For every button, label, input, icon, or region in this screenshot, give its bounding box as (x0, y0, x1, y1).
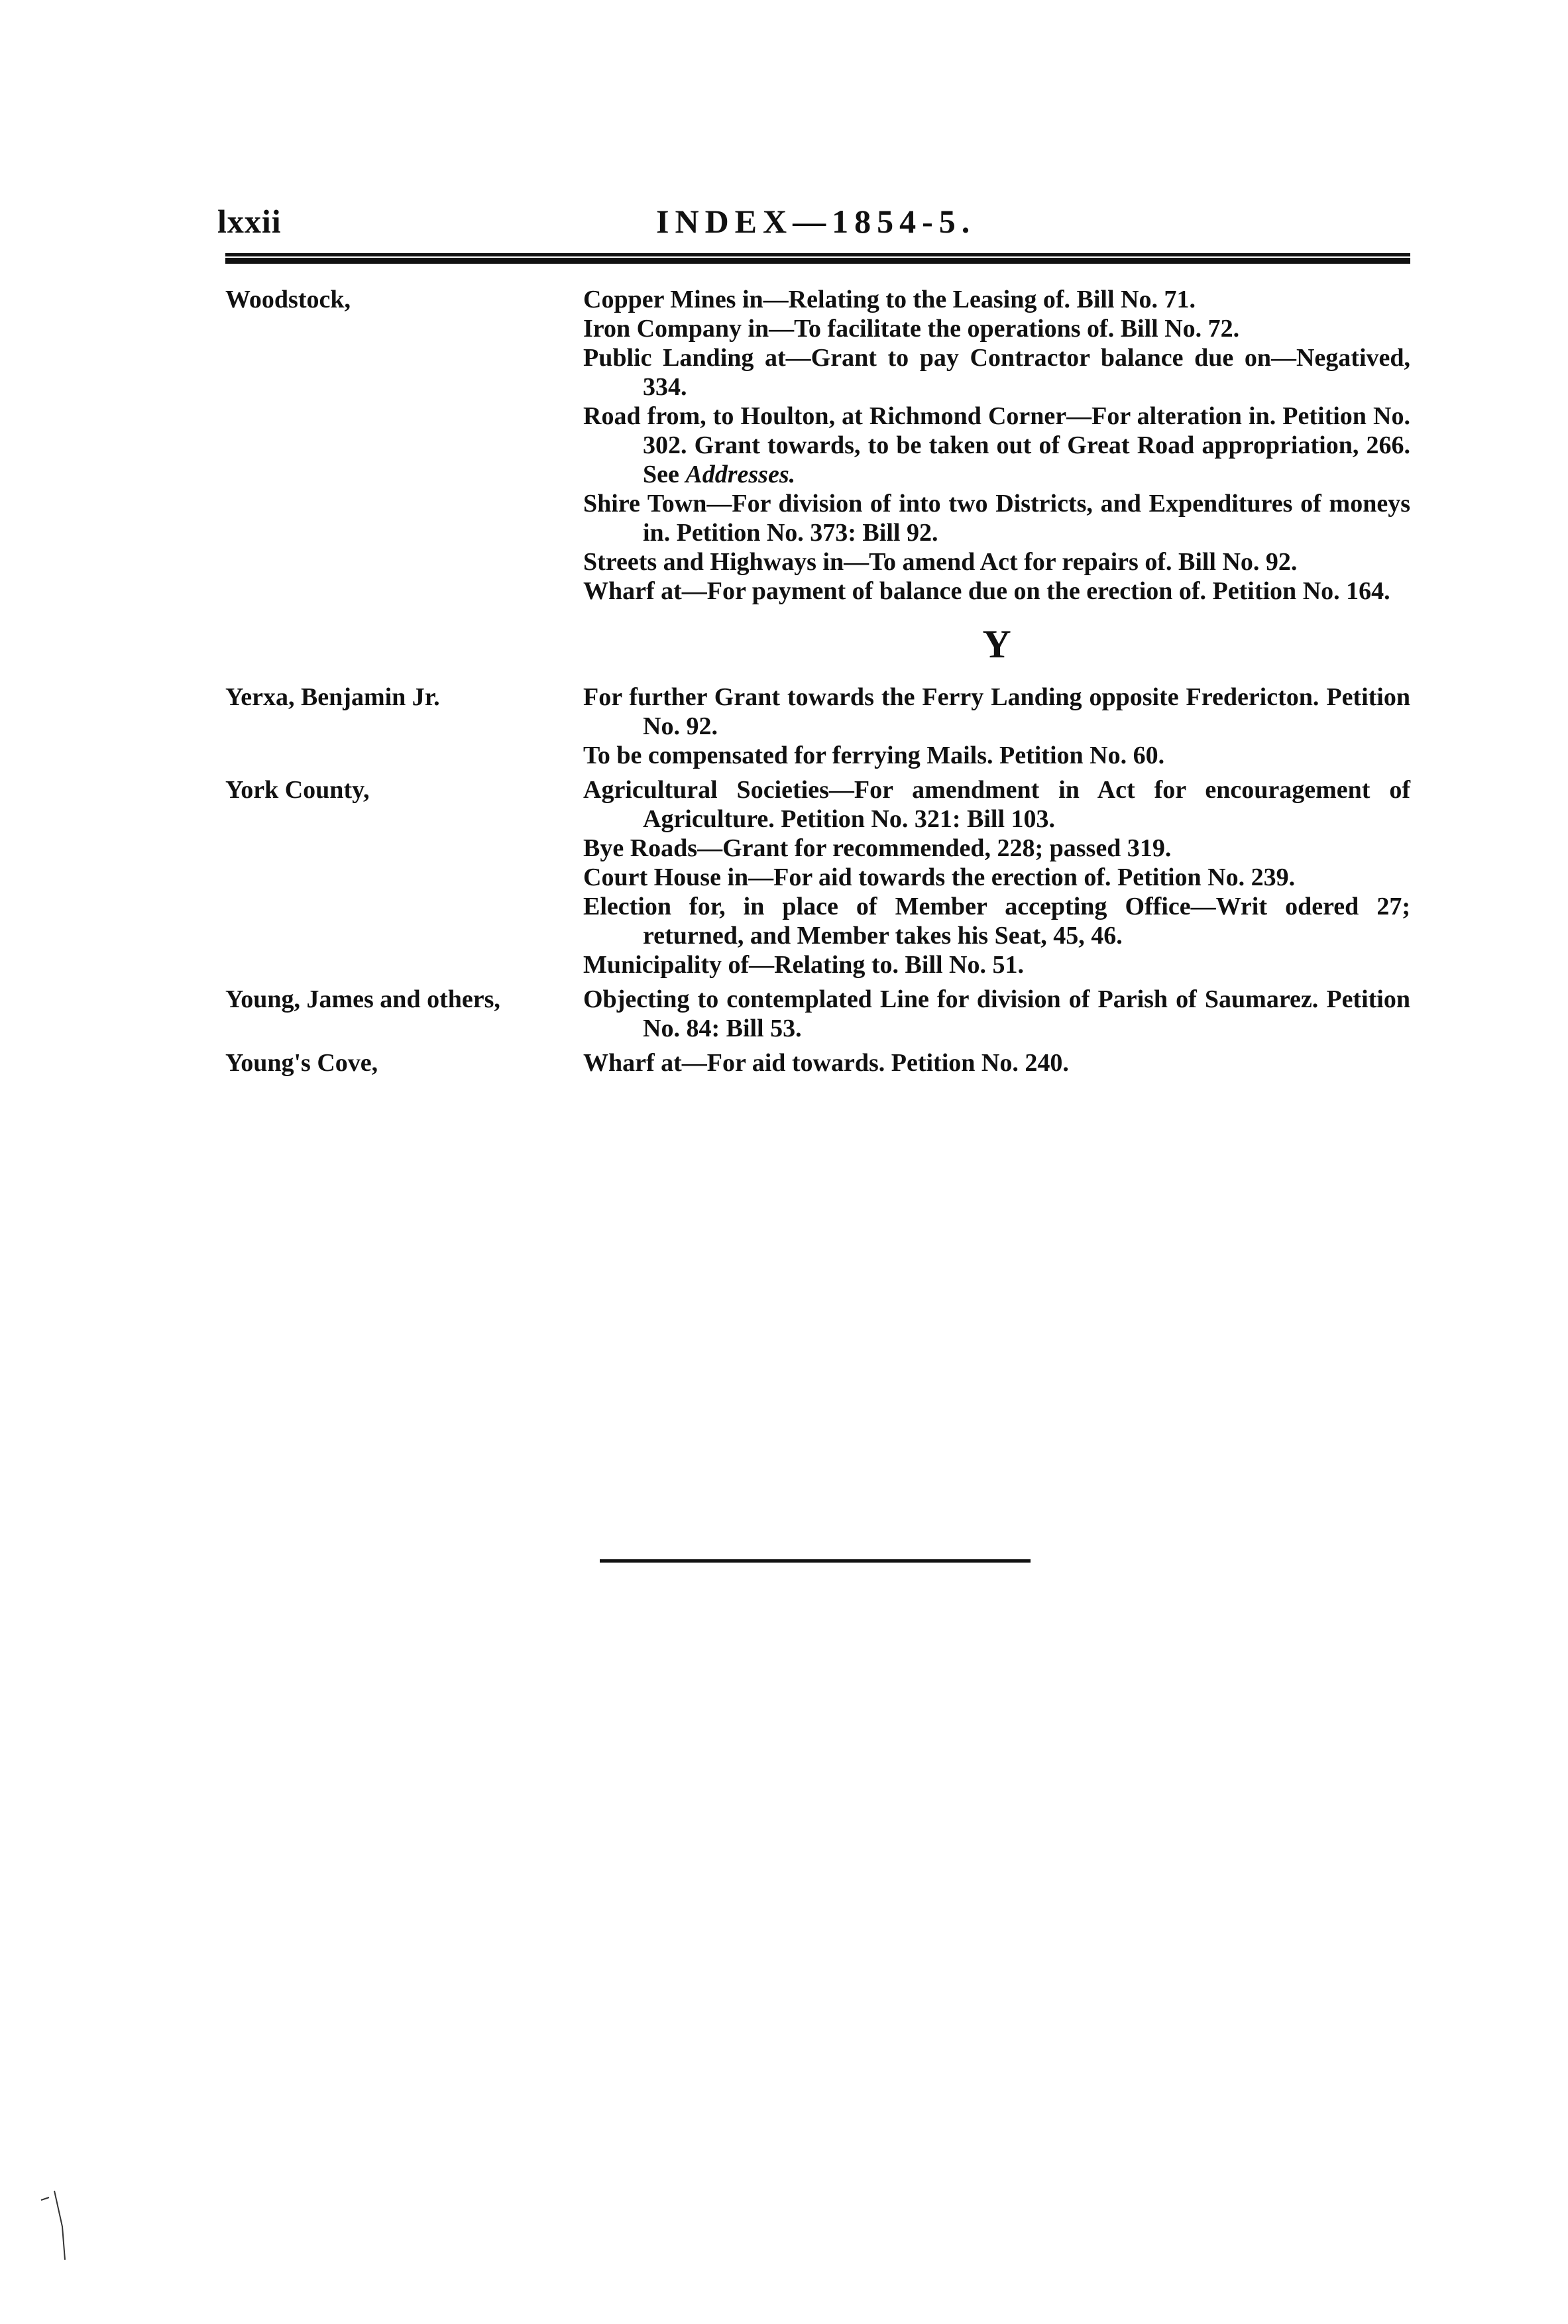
section-letter: Y (982, 622, 1011, 666)
index-body (225, 285, 1410, 1083)
index-entry-youngs-cove (225, 1048, 1410, 1078)
subentry: To be compensated for ferrying Mails. Petition No. 60. (583, 742, 1165, 769)
subentry: Copper Mines in—Relating to the Leasing of. Bill No. 71. (583, 286, 1196, 313)
subentry: Agricultural Societies—For amendment in Act for encouragement of Agriculture. Petition No. 321: Bill 103. (583, 776, 1410, 833)
subentry: Objecting to contemplated Line for division of Parish of Saumarez. Petition No. 84: Bill 53. (583, 985, 1410, 1042)
index-entry-york-county (225, 775, 1410, 979)
subentry: Court House in—For aid towards the erection of. Petition No. 239. (583, 863, 1296, 891)
subentry: Shire Town—For division of into two Districts, and Expenditures of moneys in. Petition No. 373: Bill 92. (583, 490, 1410, 547)
subentry: Streets and Highways in—To amend Act for repairs of. Bill No. 92. (583, 548, 1298, 576)
subentry: Wharf at—For aid towards. Petition No. 240. (583, 1049, 1069, 1077)
index-entry-woodstock (225, 285, 1410, 606)
entry-subentries (583, 1048, 1410, 1078)
entry-heading: Young, James and others, (225, 985, 500, 1013)
subentry: Iron Company in—To facilitate the operations of. Bill No. 72. (583, 315, 1240, 343)
entry-heading: Young's Cove, (225, 1049, 378, 1077)
subentry: Municipality of—Relating to. Bill No. 51. (583, 951, 1024, 979)
subentry: Election for, in place of Member accepting Office—Writ odered 27; returned, and Member takes his Seat, 45, 46. (583, 893, 1410, 950)
entry-subentries (583, 683, 1410, 770)
subentry: For further Grant towards the Ferry Landing opposite Fredericton. Petition No. 92. (583, 683, 1410, 740)
cross-reference: Addresses. (685, 461, 796, 488)
stray-ink-mark (40, 2187, 80, 2266)
subentry: Wharf at—For payment of balance due on the erection of. Petition No. 164. (583, 577, 1390, 605)
entry-heading: York County, (225, 776, 370, 804)
index-entry-young-james (225, 985, 1410, 1043)
entry-heading: Yerxa, Benjamin Jr. (225, 683, 440, 711)
subentry (583, 402, 1410, 489)
entry-subentries (583, 285, 1410, 606)
end-rule (600, 1559, 1031, 1563)
subentry: Public Landing at—Grant to pay Contractor balance due on—Negatived, 334. (583, 344, 1410, 401)
entry-heading: Woodstock, (225, 286, 351, 313)
header-rule (225, 253, 1410, 264)
entry-subentries (583, 775, 1410, 979)
subentry-text: Road from, to Houlton, at Richmond Corner—For alteration in. Petition No. 302. Grant towards, to be taken out of Great Road appropriation, 266. See (583, 402, 1410, 488)
entry-subentries (583, 985, 1410, 1043)
running-title: INDEX—1854-5. (656, 203, 976, 240)
index-entry-yerxa (225, 683, 1410, 770)
subentry: Bye Roads—Grant for recommended, 228; passed 319. (583, 834, 1172, 862)
page-number: lxxii (217, 203, 282, 240)
